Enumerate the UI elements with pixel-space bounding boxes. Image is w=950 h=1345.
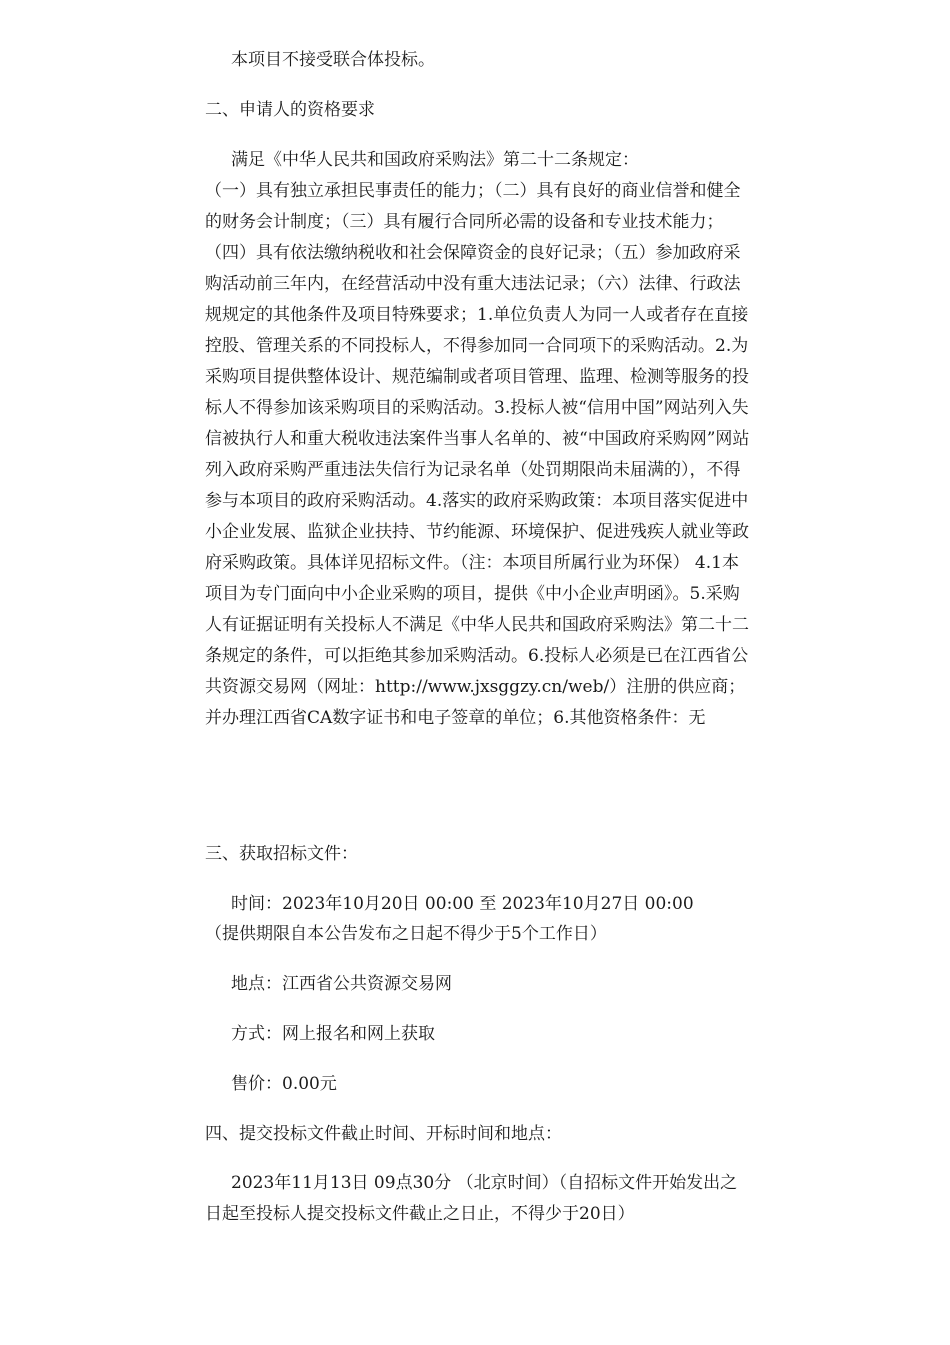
qualification-requirements: （一）具有独立承担民事责任的能力；（二）具有良好的商业信誉和健全的财务会计制度；（三）具有履行合同所必需的设备和专业技术能力；（四）具有依法缴纳税收和社会保障资金的良好记录；（五）参加政府采购活动前三年内，在经营活动中没有重大违法记录；（六）法律、行政法规规定的其他条件及项目特殊要求；1.单位负责人为同一人或者存在直接控股、管理关系的不同投标人，不得参加同一合同项下的采购活动。2.为采购项目提供整体设计、规范编制或者项目管理、监理、检测等服务的投标人不得参加该采购项目的采购活动。3.投标人被“信用中国”网站列入失信被执行人和重大税收违法案件当事人名单的、被“中国政府采购网”网站列入政府采购严重违法失信行为记录名单（处罚期限尚未届满的），不得参与本项目的政府采购活动。4.落实的政府采购政策：本项目落实促进中小企业发展、监狱企业扶持、节约能源、环境保护、促进残疾人就业等政府采购政策。具体详见招标文件。（注：本项目所属行业为环保） 4.1本项目为专门面向中小企业采购的项目，提供《中小企业声明函》。5.采购人有证据证明有关投标人不满足《中华人民共和国政府采购法》第二十二条规定的条件，可以拒绝其参加采购活动。6.投标人必须是已在江西省公共资源交易网（网址：http://www.jxsggzy.cn/web/）注册的供应商；并办理江西省CA数字证书和电子签章的单位；6.其他资格条件：无 [205,181,750,728]
consortium-note: 本项目不接受联合体投标。 [231,50,435,70]
submission-deadline: 2023年11月13日 09点30分 （北京时间）（自招标文件开始发出之日起至投标人提交投标文件截止之日止，不得少于20日） [205,1173,738,1224]
obtain-method: 方式：网上报名和网上获取 [231,1024,435,1044]
document-price: 售价：0.00元 [231,1074,337,1094]
section-heading-obtain-documents: 三、获取招标文件： [205,844,358,864]
obtain-time: 时间：2023年10月20日 00:00 至 2023年10月27日 00:00 [231,894,694,914]
obtain-time-note: （提供期限自本公告发布之日起不得少于5个工作日） [205,924,607,944]
obtain-place: 地点：江西省公共资源交易网 [231,974,452,994]
qualification-intro: 满足《中华人民共和国政府采购法》第二十二条规定： [231,150,639,170]
section-heading-submission-deadline: 四、提交投标文件截止时间、开标时间和地点： [205,1124,562,1144]
section-heading-qualifications: 二、申请人的资格要求 [205,100,375,120]
